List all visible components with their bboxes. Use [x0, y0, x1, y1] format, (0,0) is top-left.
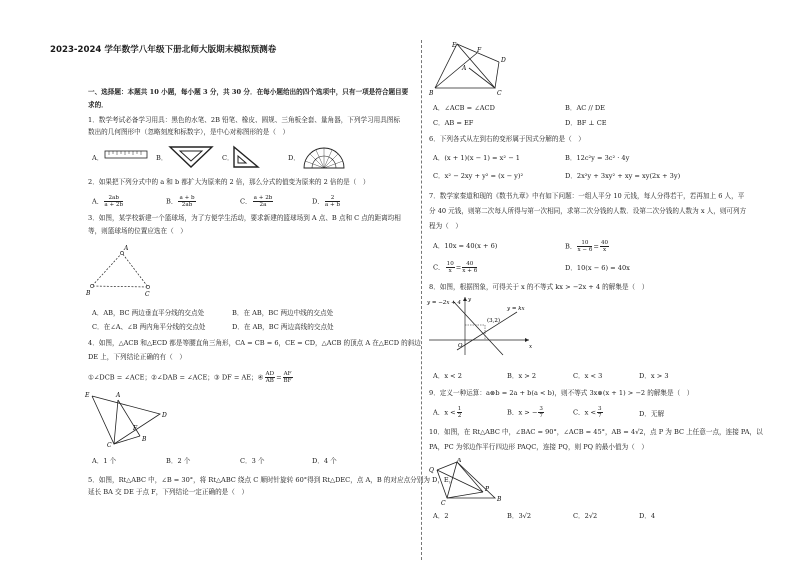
q4-conditions-text: ①∠DCB = ∠ACE；②∠DAB = ∠ACE；③ DF = AE；④	[88, 373, 264, 382]
q5-line1: 5．如图，Rt△ABC 中，∠B = 30°，将 Rt△ABC 绕点 C 顺时针旋转 60°得到 Rt△DEC，点 A，B 的对应点分别为 D，E，	[88, 476, 456, 484]
q10-point-c: C	[441, 500, 446, 506]
q9-a-frac: $\frac{1}{2}$	[457, 406, 462, 419]
q9-line1: 9．定义一种运算：a⊗b = 2a + b(a < b)，则不等式 3x⊗(x + 1) > −2 的解集是（ ）	[429, 389, 694, 397]
q7-c-label: C．	[433, 263, 445, 272]
q8-line1-label: y = −2x + 4	[427, 300, 462, 306]
q7-line1: 7．数学家秦道和现的《数书九章》中有如下问题：一组人平分 10 元钱，每人分得若干，若再加上 6 人，平	[429, 192, 745, 200]
q1-option-d-label[interactable]: D．	[288, 154, 300, 162]
q4-point-b: B	[142, 436, 147, 443]
q2-option-b[interactable]	[166, 195, 197, 208]
q10-line2: PA，PC 为邻边作平行四边形 PAQC，连接 PQ，则 PQ 的最小值为（ ）	[429, 443, 648, 451]
q4-option-b[interactable]: B．2 个	[166, 457, 191, 465]
q5-point-e: E	[452, 42, 457, 49]
column-separator	[421, 40, 422, 560]
set-square-right-icon	[232, 145, 260, 169]
q8-option-a[interactable]: A．x < 2	[433, 372, 462, 380]
q5-point-d: D	[501, 57, 506, 64]
q4-eq-sign: =	[276, 373, 282, 382]
q2-b-label: B．	[166, 197, 178, 206]
q2-d-label: D．	[312, 197, 324, 206]
q3-line1: 3．如图，某学校新建一个篮球场，为了方便学生活动，要求新建的篮球场到 A 点、B 点和 C 点的距离均相	[88, 214, 401, 222]
q10-point-q: Q	[429, 467, 434, 474]
q10-point-b: B	[497, 496, 502, 503]
q4-option-d[interactable]: D．4 个	[312, 457, 337, 465]
q5-line2: 延长 BA 交 DE 于点 F，下列结论一定正确的是（ ）	[88, 488, 249, 496]
q7-option-d[interactable]: D．10(x − 6) = 40x	[565, 264, 630, 272]
section1-heading-cont: 求的．	[88, 101, 108, 109]
q4-point-d: D	[162, 412, 167, 419]
q10-parallelogram-figure	[427, 458, 507, 506]
q2-option-a[interactable]	[92, 195, 124, 208]
q2-option-c[interactable]	[240, 195, 274, 208]
q10-point-a: A	[457, 458, 462, 464]
q8-intersection-label: (3,2)	[487, 318, 501, 324]
page-title: 2023-2024 学年数学八年级下册北师大版期末模拟预测卷	[50, 45, 277, 55]
q8-y-axis-label: y	[468, 297, 472, 303]
q3-option-a[interactable]: A．AB，BC 两边垂直平分线的交点处	[92, 309, 205, 317]
q8-origin-label: O	[458, 343, 463, 349]
q5-option-d[interactable]: D．BF ⊥ CE	[565, 119, 607, 127]
q9-c-label: C．x <	[573, 408, 596, 417]
q3-point-a: A	[124, 245, 129, 252]
right-column	[425, 0, 763, 562]
q5-option-c[interactable]: C．AB = EF	[433, 119, 474, 127]
q4-point-a: A	[116, 392, 121, 399]
q6-option-b[interactable]: B．12c²y = 3c² · 4y	[565, 154, 630, 162]
q8-line1: 8．如图，根据图象，可得关于 x 的不等式 kx > −2x + 4 的解集是（ ）	[429, 283, 649, 291]
q9-c-frac: $\frac{3}{7}$	[597, 406, 602, 419]
q4-triangles-figure	[82, 386, 172, 448]
q9-b-frac: $\frac{3}{7}$	[539, 406, 543, 419]
q10-option-b[interactable]: B．3√2	[507, 512, 532, 520]
protractor-icon	[302, 144, 346, 170]
q4-point-e: E	[85, 392, 90, 399]
q5-option-b[interactable]: B．AC // DE	[565, 104, 605, 112]
q2-option-d[interactable]	[312, 195, 341, 208]
q10-option-a[interactable]: A．2	[433, 512, 449, 520]
q5-point-f: F	[477, 47, 482, 54]
q8-x-axis-label: x	[529, 344, 533, 350]
q4-option-a[interactable]: A．1 个	[92, 457, 117, 465]
q1-option-a-label[interactable]: A．	[92, 154, 104, 162]
q8-option-d[interactable]: D．x > 3	[639, 372, 669, 380]
q7-c-frac1: $\frac{10}{x}$	[446, 261, 454, 274]
q1-option-c-label[interactable]: C．	[222, 154, 234, 162]
q9-option-c[interactable]	[573, 406, 604, 419]
q5-rotation-figure	[427, 40, 511, 96]
q9-option-a[interactable]	[433, 406, 463, 419]
q6-option-a[interactable]: A．(x + 1)(x − 1) = x² − 1	[433, 154, 520, 162]
q4-fraction-ad-ab: $\frac{AD}{AB}$	[265, 371, 275, 384]
q3-option-b[interactable]: B．在 AB，BC 两边中线的交点处	[232, 309, 334, 317]
q10-line1: 10．如图，在 Rt△ABC 中，∠BAC = 90°，∠ACB = 45°，AB = 4√2，点 P 为 BC 上任意一点，连接 PA，以	[429, 428, 763, 436]
q4-point-c: C	[107, 442, 112, 448]
q2-b-fraction: $\frac{a + b}{2ab}$	[179, 195, 195, 208]
q5-point-b: B	[429, 90, 434, 96]
q4-line1: 4．如图，△ACB 和△ECD 都是等腰直角三角形，CA = CB = 6，CE = CD，△ACB 的顶点 A 在△ECD 的斜边	[88, 339, 421, 347]
q1-option-b-label[interactable]: B．	[156, 154, 168, 162]
q3-line2: 等，则篮球场的位置应选在（ ）	[88, 227, 187, 235]
q7-c-frac2: $\frac{40}{x + 6}$	[462, 261, 478, 274]
q3-option-c[interactable]: C．在∠A、∠B 两内角平分线的交点处	[92, 323, 206, 331]
q7-line2: 分 40 元钱，则第二次每人所得与第一次相同，求第二次分钱的人数．设第二次分钱的人数为 x 人，则可列方	[429, 207, 747, 215]
q2-d-fraction: $\frac{2}{a + b}$	[324, 195, 341, 208]
q1-line2: 数出的几何图形中（忽略刻度和标数字），是中心对称图形的是（ ）	[88, 128, 290, 136]
q7-option-b[interactable]	[565, 240, 610, 253]
q6-option-c[interactable]: C．x² − 2xy + y² = (x − y)²	[433, 172, 524, 180]
q5-option-a[interactable]: A．∠ACB = ∠ACD	[433, 104, 495, 112]
q3-point-b: B	[86, 290, 91, 297]
ruler-icon	[104, 150, 148, 160]
q8-line2-label: y = kx	[507, 306, 525, 312]
q3-point-c: C	[145, 291, 150, 298]
section1-heading: 一、选择题：本题共 10 小题，每小题 3 分，共 30 分．在每小题给出的四个选项中，只有一项是符合题目要	[88, 88, 409, 96]
q3-triangle-figure	[82, 243, 162, 299]
q8-graph-figure	[425, 295, 535, 357]
q7-b-frac2: $\frac{40}{x}$	[600, 240, 609, 253]
q5-point-c: C	[497, 90, 502, 96]
q10-point-p: P	[485, 486, 490, 493]
q8-option-b[interactable]: B．x > 2	[507, 372, 537, 380]
q7-b-label: B．	[565, 242, 577, 251]
q7-b-frac1: $\frac{10}{x - 6}$	[577, 240, 593, 253]
q9-b-label: B．x > −	[507, 408, 538, 417]
q2-c-label: C．	[240, 197, 252, 206]
q8-option-c[interactable]: C．x < 3	[573, 372, 603, 380]
q5-point-a: A	[462, 65, 467, 72]
q7-option-a[interactable]: A．10x = 40(x + 6)	[433, 242, 498, 250]
q3-option-d[interactable]: D．在 AB，BC 两边高线的交点处	[232, 323, 334, 331]
q2-a-label: A．	[92, 197, 104, 206]
q4-fraction-af-bf: $\frac{AF}{BF}$	[283, 371, 292, 384]
q6-line1: 6．下列各式从左到右的变形属于因式分解的是（ ）	[429, 135, 585, 143]
q4-line2: DE 上，下列结论正确的有（ ）	[88, 353, 186, 361]
q7-line3: 程为（ ）	[429, 222, 462, 230]
q4-option-c[interactable]: C．3 个	[240, 457, 265, 465]
q10-option-d[interactable]: D．4	[639, 512, 656, 520]
q9-a-label: A．x <	[433, 408, 456, 417]
q2-a-fraction: $\frac{2ab}{a + 2b}$	[104, 195, 124, 208]
q4-conditions	[88, 371, 294, 384]
set-square-isosceles-icon	[168, 145, 214, 169]
q9-option-b[interactable]	[507, 406, 545, 419]
q7-b-eq: =	[593, 242, 599, 251]
q1-line1: 1．数学考试必备学习用具：黑色的水笔、2B 铅笔、橡皮、圆规、三角板全套、量角器，下列学习用具图标	[88, 116, 401, 124]
q7-option-c[interactable]	[433, 261, 478, 274]
q9-option-d[interactable]: D．无解	[639, 410, 665, 418]
q2-c-fraction: $\frac{a + 2b}{2a}$	[253, 195, 273, 208]
q4-point-f: F	[133, 425, 138, 432]
q10-option-c[interactable]: C．2√2	[573, 512, 598, 520]
q7-c-eq: =	[455, 263, 462, 272]
q6-option-d[interactable]: D．2x²y + 3xy² + xy = xy(2x + 3y)	[565, 172, 681, 180]
q2-line1: 2．如果把下列分式中的 a 和 b 都扩大为原来的 2 倍，那么分式的值变为原来的 2 倍的是（ ）	[88, 178, 370, 186]
